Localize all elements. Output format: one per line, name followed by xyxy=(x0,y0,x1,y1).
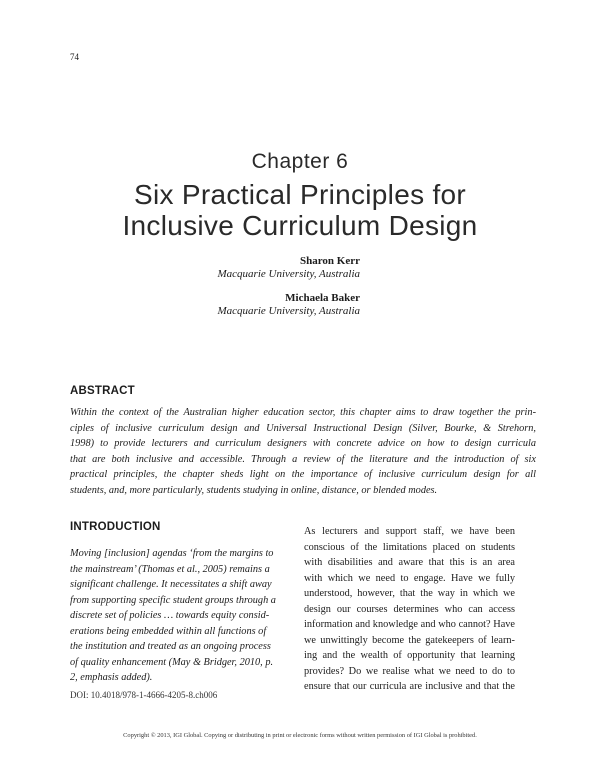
abstract-heading: ABSTRACT xyxy=(70,385,135,397)
abstract-line: students, and, more particularly, students studying in online, distance, or blended modes. xyxy=(70,484,438,496)
quote-line: 2, emphasis added). xyxy=(70,672,153,683)
quote-line: from supporting specific student groups through a xyxy=(70,594,276,606)
author-name: Sharon Kerr xyxy=(300,255,360,267)
copyright-notice: Copyright © 2013, IGI Global. Copying or distributing in print or electronic forms without written permission of IGI Global is prohibited. xyxy=(123,732,477,739)
quote-line: the mainstream’ (Thomas et al., 2005) remains a xyxy=(70,563,270,575)
body-line: we unwittingly become the gatekeepers of learn- xyxy=(304,634,515,646)
introduction-heading: INTRODUCTION xyxy=(70,521,161,533)
body-line: information and knowledge and who cannot? Have xyxy=(304,619,515,630)
body-line: with which we need to engage. Have we fully xyxy=(304,572,515,584)
body-line: ensure that our curricula are inclusive and that the xyxy=(304,681,515,692)
body-line: As lecturers and support staff, we have been xyxy=(304,526,515,537)
abstract-line: Within the context of the Australian higher education sector, this chapter aims to draw together the prin- xyxy=(70,407,536,418)
body-line: ing and the wealth of opportunity that learning xyxy=(304,650,515,661)
abstract-line: practical principles, the chapter sheds light on the importance of inclusive curriculum design for all xyxy=(70,469,536,481)
author-affiliation: Macquarie University, Australia xyxy=(217,268,360,280)
quote-line: discrete set of policies … towards equity consid- xyxy=(70,610,270,621)
quote-line: of quality enhancement (May & Bridger, 2010, p. xyxy=(70,656,274,668)
chapter-label: Chapter 6 xyxy=(251,150,349,173)
epigraph-quote xyxy=(70,546,281,686)
quote-line: the institution and treated as an ongoing process xyxy=(70,641,271,652)
abstract-line: 1998) to provide lecturers and curriculum designers with concrete advice on how to design curricula xyxy=(70,438,536,450)
body-line: understood, however, that the way in which we xyxy=(304,588,515,599)
author-name: Michaela Baker xyxy=(285,292,360,304)
author-affiliation: Macquarie University, Australia xyxy=(217,305,360,317)
page-number: 74 xyxy=(70,52,79,62)
doi: DOI: 10.4018/978-1-4666-4205-8.ch006 xyxy=(70,690,218,700)
abstract-line: ciples of inclusive curriculum design and Universal Instructional Design (Silver, Bourke, & Strehorn, xyxy=(70,422,536,434)
body-line: design our courses determines who can access xyxy=(304,603,515,615)
quote-line: erations being embedded within all functions of xyxy=(70,625,267,637)
introduction-body xyxy=(304,524,515,695)
body-line: conscious of the limitations placed on students xyxy=(304,541,515,553)
quote-line: significant challenge. It necessitates a shift away xyxy=(70,579,272,590)
body-line: provides? Do we realise what we need to do to xyxy=(304,665,515,677)
abstract-body xyxy=(70,405,536,499)
body-line: with disabilities and aware that this is an area xyxy=(304,557,515,568)
chapter-title-line-1: Six Practical Principles for xyxy=(133,179,467,210)
chapter-title-line-2: Inclusive Curriculum Design xyxy=(122,210,478,241)
abstract-line: that are both inclusive and accessible. Through a review of the literature and the introduction of six xyxy=(70,453,536,465)
quote-line: Moving [inclusion] agendas ‘from the margins to xyxy=(70,548,274,559)
